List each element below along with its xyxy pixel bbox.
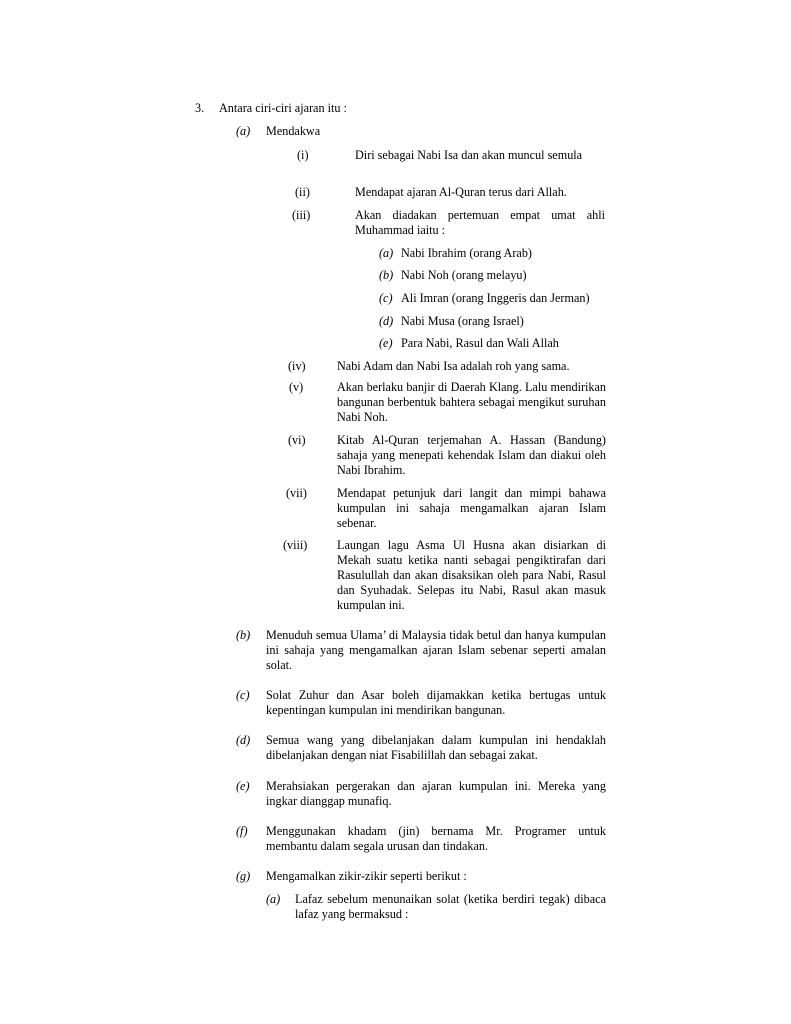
sub-label-e: (e) xyxy=(236,779,250,793)
roman-text-ii: Mendapat ajaran Al-Quran terus dari Allah. xyxy=(355,185,567,199)
sub-label-d: (d) xyxy=(236,733,251,747)
list-item-label: (b) xyxy=(379,268,394,282)
item-number: 3. xyxy=(195,101,205,115)
sub-label-b: (b) xyxy=(236,628,251,642)
sub-label-f: (f) xyxy=(236,824,248,838)
sub-text-d: Semua wang yang dibelanjakan dalam kumpulan ini hendaklah dibelanjakan dengan niat Fisabilillah dan sebagai zakat. xyxy=(266,733,606,762)
list-item-text: Para Nabi, Rasul dan Wali Allah xyxy=(401,336,559,350)
roman-num-i: (i) xyxy=(297,148,309,162)
list-item-label: (d) xyxy=(379,314,394,328)
roman-text-v: Akan berlaku banjir di Daerah Klang. Lalu mendirikan bangunan berbentuk bahtera sebagai mengikut suruhan Nabi Noh. xyxy=(337,380,606,424)
list-item-text: Nabi Musa (orang Israel) xyxy=(401,314,524,328)
sub-text-e: Merahsiakan pergerakan dan ajaran kumpulan ini. Mereka yang ingkar dianggap munafiq. xyxy=(266,779,606,808)
sub-text-g: Mengamalkan zikir-zikir seperti berikut : xyxy=(266,869,467,883)
roman-num-iii: (iii) xyxy=(292,208,311,222)
list-item-text: Ali Imran (orang Inggeris dan Jerman) xyxy=(401,291,590,305)
list-item-label: (c) xyxy=(379,291,393,305)
roman-num-viii: (viii) xyxy=(283,538,308,552)
list-item-label: (e) xyxy=(379,336,393,350)
roman-num-iv: (iv) xyxy=(288,359,306,373)
list-item-text: Nabi Noh (orang melayu) xyxy=(401,268,527,282)
roman-text-vi: Kitab Al-Quran terjemahan A. Hassan (Bandung) sahaja yang menepati kehendak Islam dan diakui oleh Nabi Ibrahim. xyxy=(337,433,606,477)
roman-text-i: Diri sebagai Nabi Isa dan akan muncul semula xyxy=(355,148,583,162)
g-sub-label-a: (a) xyxy=(266,892,281,906)
item-heading: Antara ciri-ciri ajaran itu : xyxy=(219,101,347,115)
roman-num-v: (v) xyxy=(289,380,304,394)
sub-heading-a: Mendakwa xyxy=(266,124,321,138)
roman-text-viii: Laungan lagu Asma Ul Husna akan disiarkan di Mekah suatu ketika nanti sebagai pengiktirafan dari Rasulullah dan akan disaksikan oleh para Nabi, Rasul dan Syuhadak. Selepas itu Nabi, Rasul akan masuk kumpulan ini. xyxy=(337,538,606,612)
roman-num-vii: (vii) xyxy=(286,486,307,500)
g-sub-text-a: Lafaz sebelum menunaikan solat (ketika berdiri tegak) dibaca lafaz yang bermaksud : xyxy=(295,892,606,921)
sub-label-g: (g) xyxy=(236,869,251,883)
sub-text-f: Menggunakan khadam (jin) bernama Mr. Programer untuk membantu dalam segala urusan dan tindakan. xyxy=(266,824,606,853)
sub-text-b: Menuduh semua Ulama’ di Malaysia tidak betul dan hanya kumpulan ini sahaja yang mengamalkan ajaran Islam sebenar seperti amalan solat. xyxy=(266,628,606,672)
roman-text-vii: Mendapat petunjuk dari langit dan mimpi bahawa kumpulan ini sahaja mengamalkan ajaran Islam sebenar. xyxy=(337,486,606,530)
sub-text-c: Solat Zuhur dan Asar boleh dijamakkan ketika bertugas untuk kepentingan kumpulan ini mendirikan bangunan. xyxy=(266,688,606,717)
sub-label-c: (c) xyxy=(236,688,250,702)
roman-num-ii: (ii) xyxy=(295,185,310,199)
roman-num-vi: (vi) xyxy=(288,433,306,447)
roman-text-iv: Nabi Adam dan Nabi Isa adalah roh yang sama. xyxy=(337,359,570,373)
sub-label-a: (a) xyxy=(236,124,251,138)
roman-text-iii: Akan diadakan pertemuan empat umat ahli Muhammad iaitu : xyxy=(355,208,605,237)
list-item-text: Nabi Ibrahim (orang Arab) xyxy=(401,246,532,260)
list-item-label: (a) xyxy=(379,246,394,260)
